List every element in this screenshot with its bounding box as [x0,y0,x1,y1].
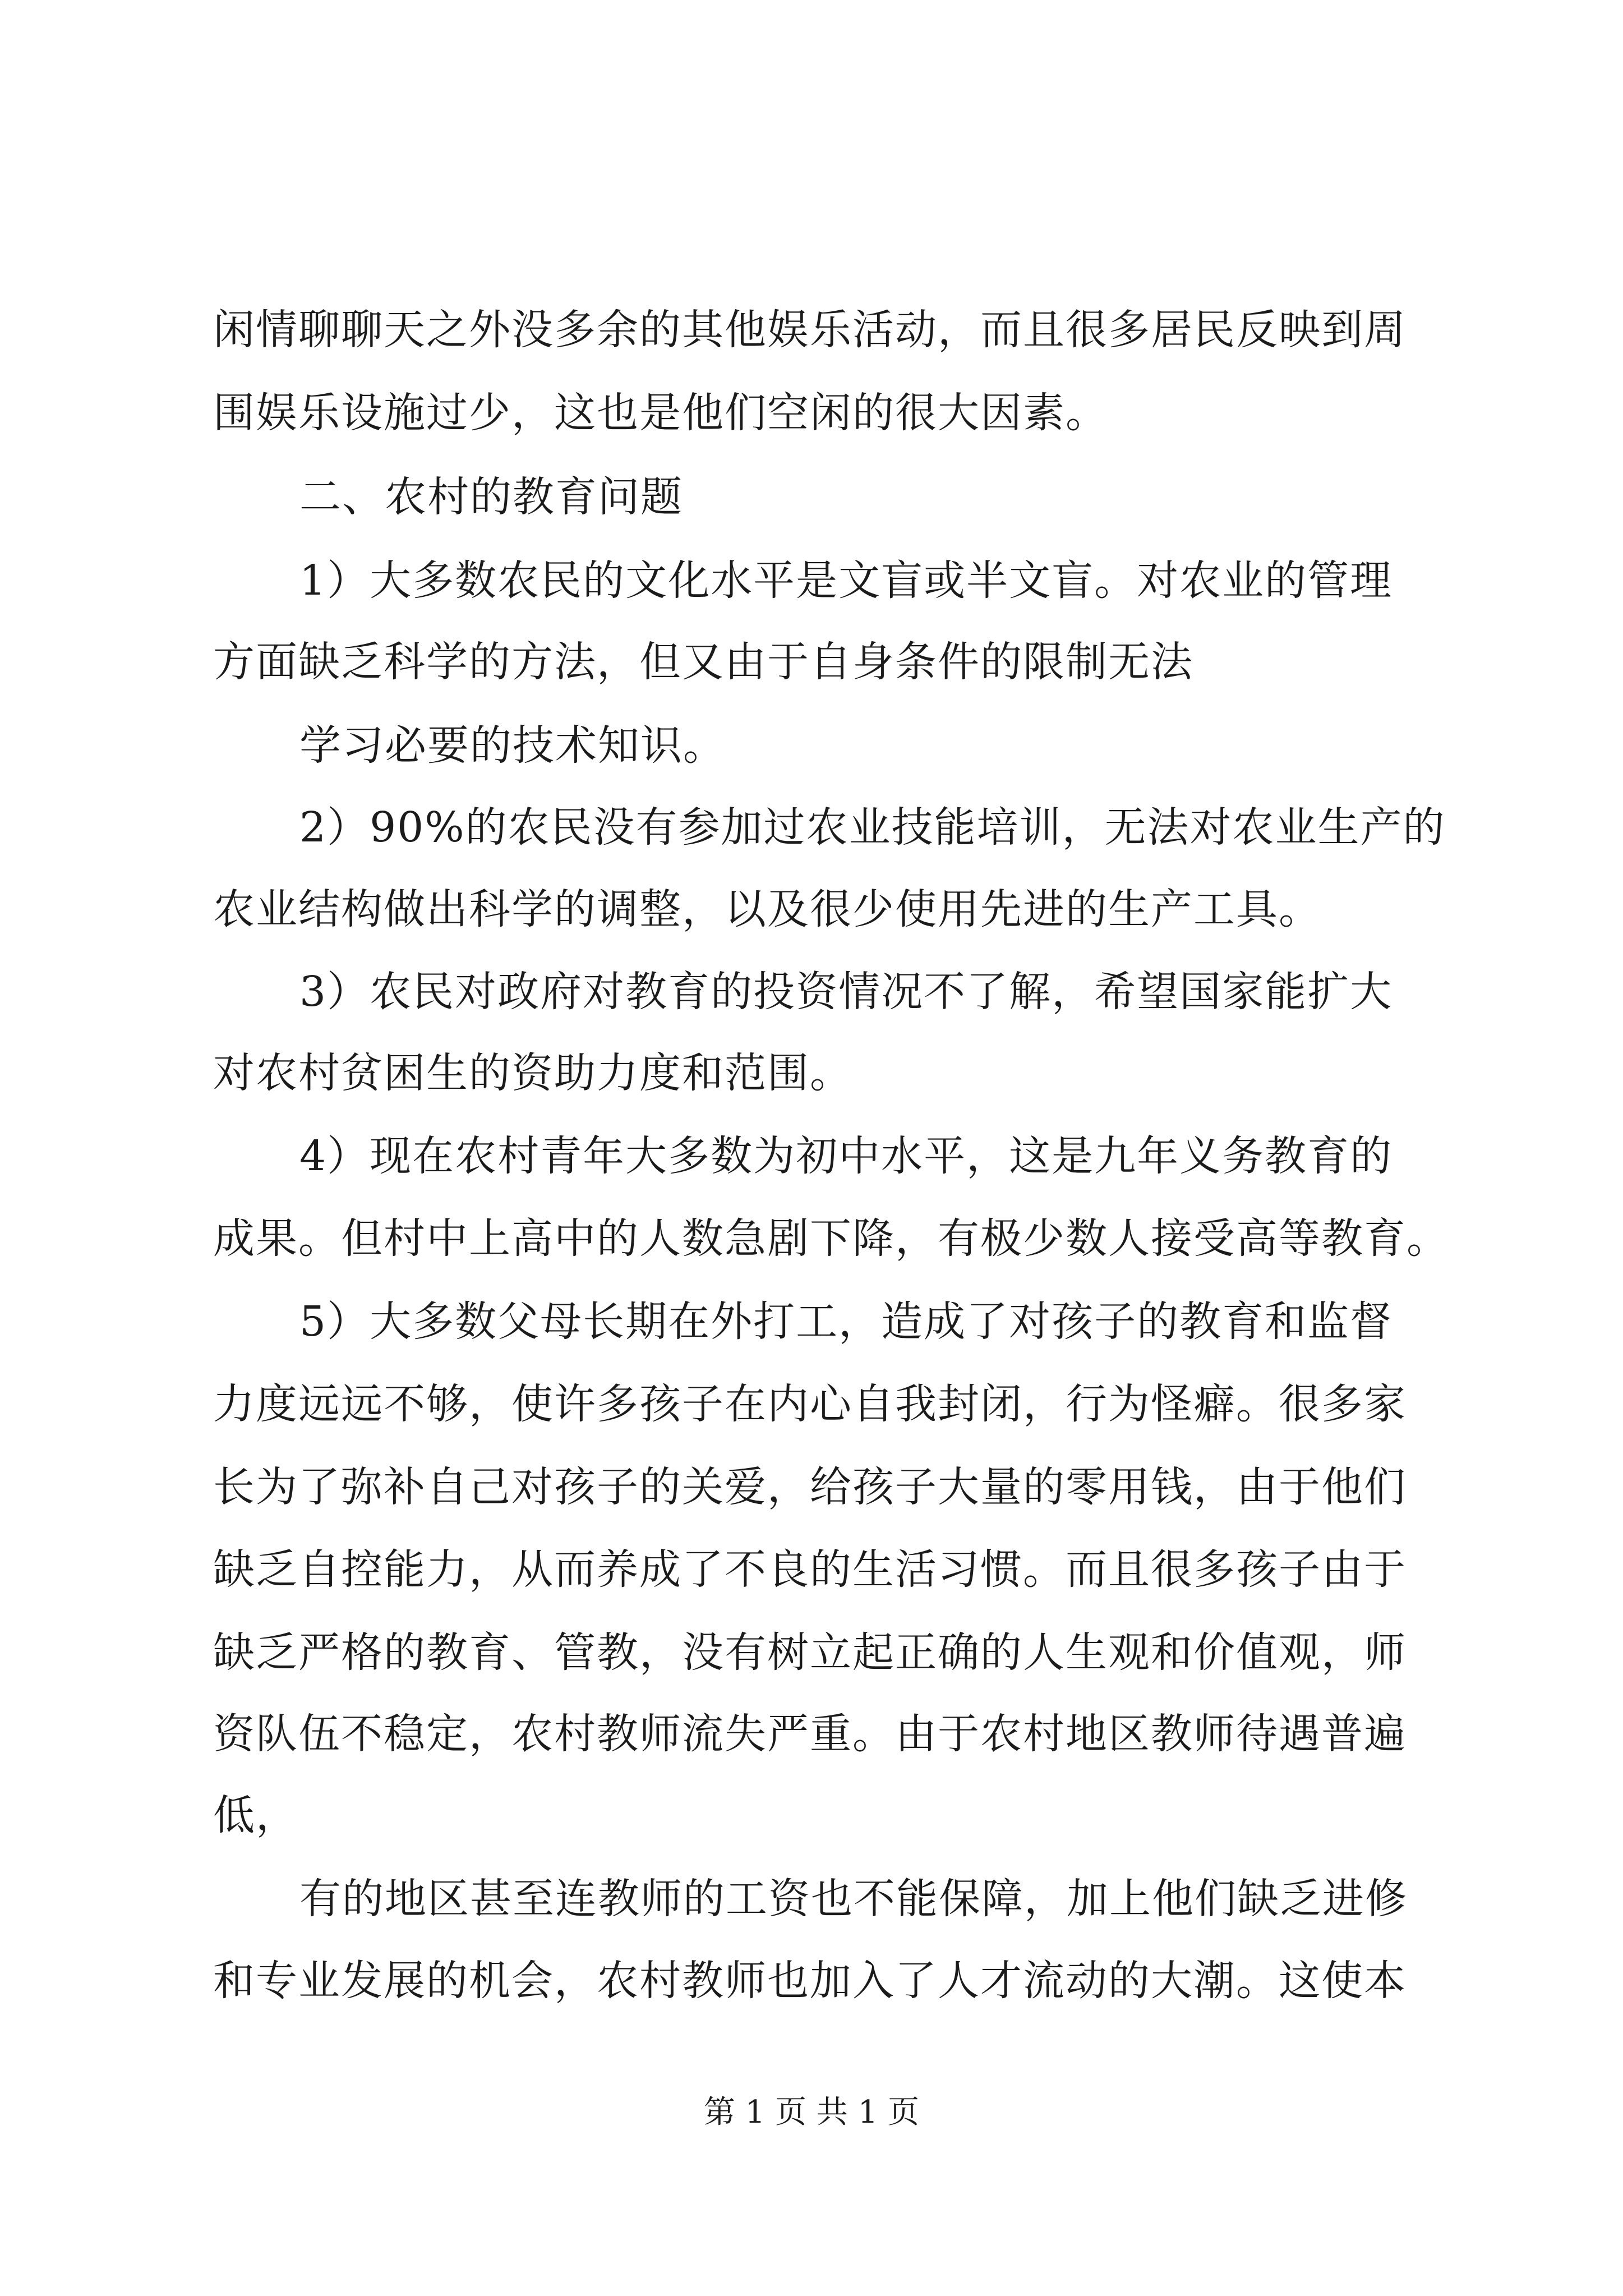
body-line: 缺乏严格的教育、管教，没有树立起正确的人生观和价值观，师 [213,1628,1407,1677]
body-line: 缺乏自控能力，从而养成了不良的生活习惯。而且很多孩子由于 [213,1545,1407,1594]
body-line: 有的地区甚至连教师的工资也不能保障，加上他们缺乏进修 [299,1875,1408,1923]
body-line: 低， [213,1791,298,1839]
body-line: 对农村贫困生的资助力度和范围。 [213,1049,852,1097]
body-line: 学习必要的技术知识。 [299,721,726,770]
body-line: 资队伍不稳定，农村教师流失严重。由于农村地区教师待遇普遍 [213,1710,1407,1758]
body-line: 1）大多数农民的文化水平是文盲或半文盲。对农业的管理 [299,556,1393,605]
body-line: 成果。但村中上高中的人数急剧下降，有极少数人接受高等教育。 [213,1214,1449,1263]
body-line: 农业结构做出科学的调整，以及很少使用先进的生产工具。 [213,885,1321,933]
body-line: 3）农民对政府对教育的投资情况不了解，希望国家能扩大 [299,968,1393,1016]
body-line: 力度远远不够，使许多孩子在内心自我封闭，行为怪癖。很多家 [213,1380,1407,1428]
body-line: 和专业发展的机会，农村教师也加入了人才流动的大潮。这使本 [213,1957,1407,2005]
section-heading: 二、农村的教育问题 [299,473,683,521]
page-number-footer: 第 1 页 共 1 页 [703,2094,920,2131]
body-line: 5）大多数父母长期在外打工，造成了对孩子的教育和监督 [299,1297,1393,1346]
body-line: 2）90%的农民没有参加过农业技能培训，无法对农业生产的 [299,803,1446,852]
body-line: 4）现在农村青年大多数为初中水平，这是九年义务教育的 [299,1132,1393,1180]
body-line: 围娱乐设施过少，这也是他们空闲的很大因素。 [213,389,1108,437]
body-line: 方面缺乏科学的方法，但又由于自身条件的限制无法 [213,638,1193,686]
body-line: 闲情聊聊天之外没多余的其他娱乐活动，而且很多居民反映到周 [213,306,1407,354]
body-line: 长为了弥补自己对孩子的关爱，给孩子大量的零用钱，由于他们 [213,1463,1407,1511]
